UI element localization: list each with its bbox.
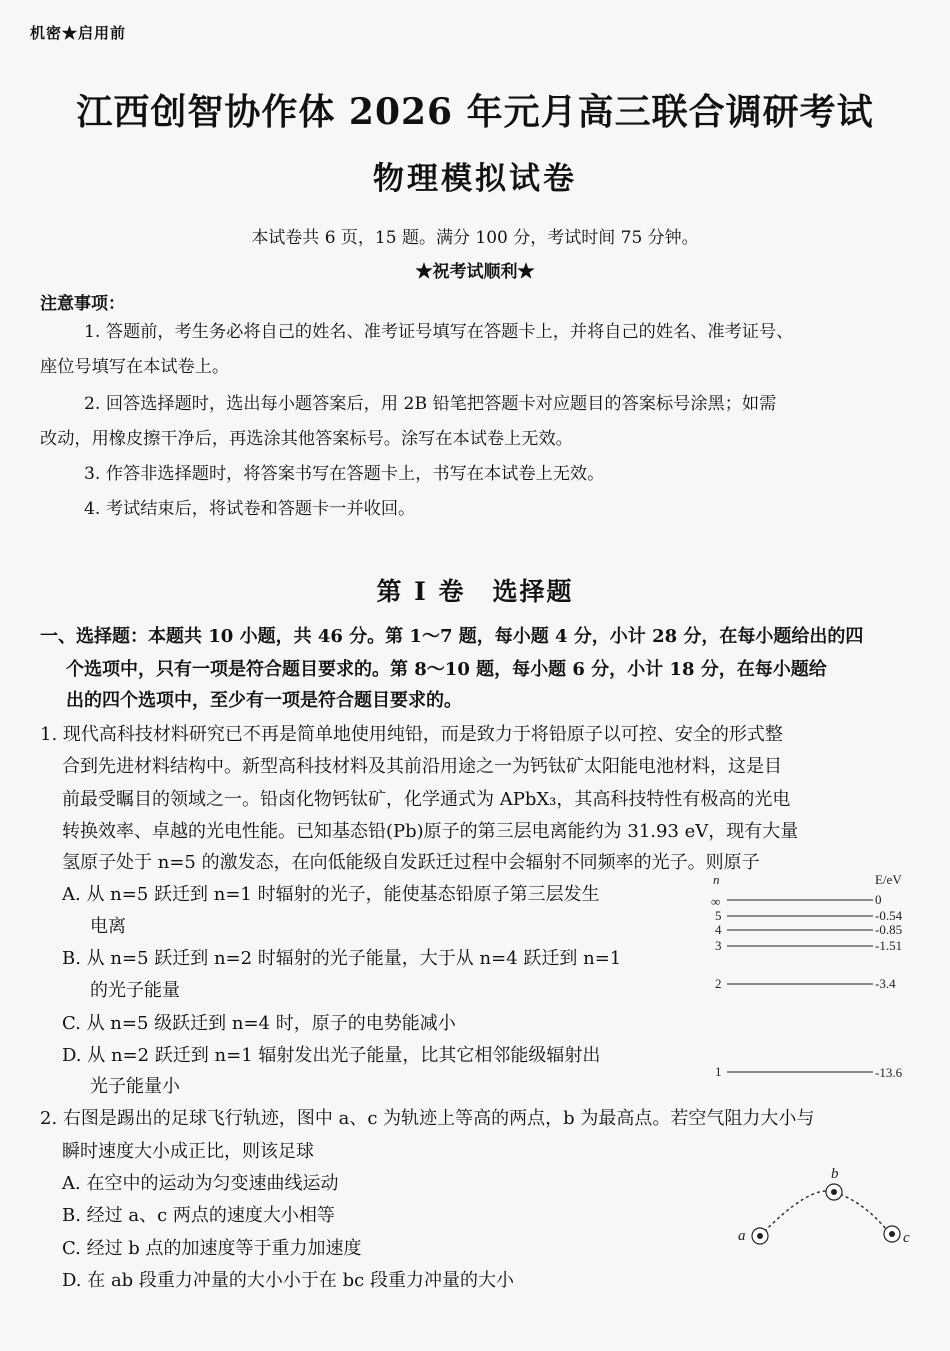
exam-subtitle: 物理模拟试卷 — [373, 161, 577, 197]
q2-stem-line: 2. 右图是踢出的足球飞行轨迹，图中 a、c 为轨迹上等高的两点，b 为最高点。若空气阻力大小与 — [40, 1108, 815, 1129]
energy-level-diagram — [705, 870, 915, 1085]
notice-line: 2. 回答选择题时，选出每小题答案后，用 2B 铅笔把答题卡对应题目的答案标号涂黑；如需 — [84, 394, 777, 414]
good-luck-line: ★祝考试顺利★ — [415, 262, 535, 282]
football-trajectory-diagram — [730, 1162, 920, 1252]
q2-option-a: A. 在空中的运动为匀变速曲线运动 — [62, 1173, 339, 1194]
q2-stem-line: 瞬时速度大小成正比，则该足球 — [62, 1141, 314, 1162]
level-e: -13.6 — [875, 1065, 903, 1080]
level-e: -0.54 — [875, 908, 903, 923]
q2-option-c: C. 经过 b 点的加速度等于重力加速度 — [62, 1238, 362, 1259]
q1-option-d: D. 从 n=2 跃迁到 n=1 辐射发出光子能量，比其它相邻能级辐射出 — [62, 1045, 601, 1066]
football-icon — [752, 1228, 768, 1244]
point-c-label: c — [903, 1230, 910, 1246]
level-e: 0 — [875, 892, 882, 907]
trajectory-path — [760, 1191, 890, 1236]
notice-line: 改动，用橡皮擦干净后，再选涂其他答案标号。涂写在本试卷上无效。 — [40, 429, 573, 449]
level-e: -1.51 — [875, 938, 903, 953]
level-e: -3.4 — [875, 976, 896, 991]
level-n: 3 — [715, 938, 722, 953]
point-a-label: a — [738, 1228, 746, 1244]
exam-title: 江西创智协作体 2026 年元月高三联合调研考试 — [76, 91, 874, 133]
q1-stem-line: 合到先进材料结构中。新型高科技材料及其前沿用途之一为钙钛矿太阳能电池材料，这是目 — [62, 756, 782, 777]
q2-option-d: D. 在 ab 段重力冲量的大小小于在 bc 段重力冲量的大小 — [62, 1270, 514, 1291]
section-intro-line: 个选项中，只有一项是符合题目要求的。第 8～10 题，每小题 6 分，小计 18 分，在每小题给 — [66, 659, 827, 680]
q1-option-a: A. 从 n=5 跃迁到 n=1 时辐射的光子，能使基态铅原子第三层发生 — [62, 884, 600, 905]
q1-option-b: B. 从 n=5 跃迁到 n=2 时辐射的光子能量，大于从 n=4 跃迁到 n=1 — [62, 948, 622, 969]
q1-stem-line: 前最受瞩目的领域之一。铅卤化物钙钛矿，化学通式为 APbX₃，其高科技特性有极高的光电 — [62, 789, 791, 810]
notice-line: 4. 考试结束后，将试卷和答题卡一并收回。 — [84, 499, 416, 519]
energy-axis-label: E/eV — [875, 872, 902, 887]
q1-stem-line: 转换效率、卓越的光电性能。已知基态铅(Pb)原子的第三层电离能约为 31.93 eV，现有大量 — [62, 821, 799, 842]
section-intro-line: 一、选择题：本题共 10 小题，共 46 分。第 1～7 题，每小题 4 分，小计 28 分，在每小题给出的四 — [40, 626, 864, 647]
q1-option-d-cont: 光子能量小 — [90, 1076, 180, 1097]
level-n: 5 — [715, 908, 722, 923]
level-n: 2 — [715, 976, 722, 991]
q1-option-b-cont: 的光子能量 — [90, 980, 180, 1001]
notice-line: 座位号填写在本试卷上。 — [40, 357, 230, 377]
q1-stem-line: 1. 现代高科技材料研究已不再是简单地使用纯铅，而是致力于将铅原子以可控、安全的形式整 — [40, 724, 783, 745]
q1-option-a-cont: 电离 — [90, 916, 126, 937]
level-n: 1 — [715, 1064, 722, 1079]
level-e: -0.85 — [875, 922, 903, 937]
notice-line: 3. 作答非选择题时，将答案书写在答题卡上，书写在本试卷上无效。 — [84, 464, 605, 484]
notice-title: 注意事项： — [40, 294, 125, 314]
n-axis-label: n — [713, 872, 720, 887]
q1-stem-line: 氢原子处于 n=5 的激发态，在向低能级自发跃迁过程中会辐射不同频率的光子。则原子 — [62, 852, 760, 873]
section-title: 第 I 卷 选择题 — [376, 577, 574, 606]
football-icon — [884, 1226, 900, 1242]
confidential-mark: 机密★启用前 — [30, 24, 127, 42]
exam-info: 本试卷共 6 页，15 题。满分 100 分，考试时间 75 分钟。 — [251, 228, 699, 248]
q1-option-c: C. 从 n=5 级跃迁到 n=4 时，原子的电势能减小 — [62, 1013, 456, 1034]
notice-line: 1. 答题前，考生务必将自己的姓名、准考证号填写在答题卡上，并将自己的姓名、准考证号、 — [84, 322, 794, 342]
q2-option-b: B. 经过 a、c 两点的速度大小相等 — [62, 1205, 335, 1226]
level-n: 4 — [715, 922, 722, 937]
level-n: ∞ — [711, 894, 721, 909]
section-intro-line: 出的四个选项中，至少有一项是符合题目要求的。 — [66, 690, 462, 711]
point-b-label: b — [831, 1166, 839, 1182]
football-icon — [826, 1184, 842, 1200]
